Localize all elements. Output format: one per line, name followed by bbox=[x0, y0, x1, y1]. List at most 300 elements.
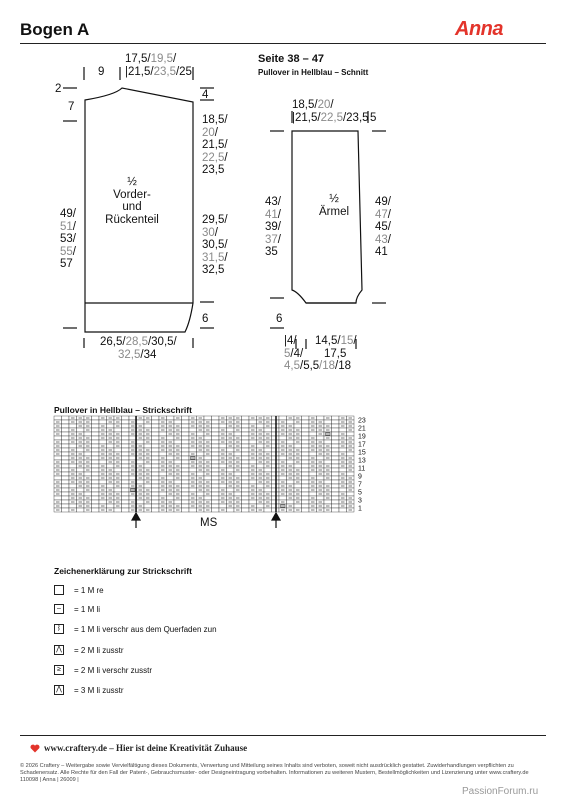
chart-cell bbox=[122, 420, 130, 424]
chart-cell bbox=[272, 424, 280, 428]
chart-cell bbox=[92, 432, 100, 436]
chart-cell bbox=[242, 456, 250, 460]
chart-cell bbox=[182, 492, 190, 496]
chart-cell bbox=[212, 420, 220, 424]
chart-cell bbox=[152, 456, 160, 460]
chart-cell bbox=[92, 508, 100, 512]
chart-title: Pullover in Hellblau – Strickschrift bbox=[54, 405, 192, 415]
chart-cell bbox=[242, 448, 250, 452]
chart-cell bbox=[174, 420, 182, 424]
chart-cell bbox=[62, 468, 70, 472]
chart-cell bbox=[302, 444, 310, 448]
legend-item-purl: – = 1 M li bbox=[54, 604, 100, 614]
chart-cell bbox=[62, 448, 70, 452]
chart-cell bbox=[242, 416, 250, 420]
chart-cell bbox=[272, 484, 280, 488]
chart-cell bbox=[272, 460, 280, 464]
chart-cell bbox=[227, 448, 235, 452]
sleeve-piece-label: ½ Ärmel bbox=[318, 193, 350, 218]
chart-cell bbox=[62, 444, 70, 448]
chart-cell bbox=[287, 480, 295, 484]
chart-cell bbox=[152, 476, 160, 480]
legend-item-increase: ᛒ = 1 M li verschr aus dem Querfaden zun bbox=[54, 624, 217, 634]
chart-cell bbox=[182, 456, 190, 460]
chart-cell bbox=[242, 468, 250, 472]
chart-cell bbox=[324, 420, 332, 424]
chart-cell bbox=[272, 508, 280, 512]
legend-title: Zeichenerklärung zur Strickschrift bbox=[54, 566, 192, 576]
row-number: 13 bbox=[358, 457, 366, 465]
chart-cell bbox=[84, 472, 92, 476]
chart-cell bbox=[69, 464, 77, 468]
chart-cell bbox=[332, 468, 340, 472]
chart-cell bbox=[54, 416, 62, 420]
chart-cell bbox=[302, 464, 310, 468]
chart-cell bbox=[219, 464, 227, 468]
chart-cell bbox=[242, 504, 250, 508]
chart-cell bbox=[92, 476, 100, 480]
chart-cell bbox=[152, 416, 160, 420]
legend-item-p3tog: ⋀ = 3 M li zusstr bbox=[54, 685, 124, 695]
chart-cell bbox=[347, 452, 355, 456]
chart-cell bbox=[114, 488, 122, 492]
chart-cell bbox=[204, 436, 212, 440]
chart-cell bbox=[212, 448, 220, 452]
chart-cell bbox=[122, 468, 130, 472]
chart-cell bbox=[212, 452, 220, 456]
chart-cell bbox=[62, 440, 70, 444]
chart-cell bbox=[332, 432, 340, 436]
chart-cell bbox=[197, 432, 205, 436]
chart-cell bbox=[152, 508, 160, 512]
chart-cell bbox=[152, 504, 160, 508]
chart-cell bbox=[302, 456, 310, 460]
chart-cell bbox=[152, 424, 160, 428]
chart-cell bbox=[302, 496, 310, 500]
chart-cell bbox=[92, 416, 100, 420]
section-subtitle: Pullover in Hellblau – Schnitt bbox=[258, 68, 369, 77]
chart-cell bbox=[212, 440, 220, 444]
chart-cell bbox=[204, 416, 212, 420]
chart-cell bbox=[122, 460, 130, 464]
chart-cell bbox=[257, 484, 265, 488]
chart-cell bbox=[234, 452, 242, 456]
chart-cell bbox=[324, 500, 332, 504]
chart-cell bbox=[257, 464, 265, 468]
legend-item-p2tog: ⋀ = 2 M li zusstr bbox=[54, 645, 124, 655]
chart-cell bbox=[332, 504, 340, 508]
chart-cell bbox=[302, 416, 310, 420]
chart-cell bbox=[212, 468, 220, 472]
chart-cell bbox=[302, 508, 310, 512]
chart-cell bbox=[152, 468, 160, 472]
chart-cell bbox=[107, 484, 115, 488]
chart-cell bbox=[302, 460, 310, 464]
row-number: 5 bbox=[358, 489, 362, 497]
chart-cell bbox=[242, 460, 250, 464]
chart-cell bbox=[242, 444, 250, 448]
chart-cell bbox=[182, 448, 190, 452]
chart-cell bbox=[122, 424, 130, 428]
chart-cell bbox=[204, 496, 212, 500]
chart-cell bbox=[182, 444, 190, 448]
chart-cell bbox=[122, 448, 130, 452]
chart-cell bbox=[182, 416, 190, 420]
chart-cell bbox=[347, 492, 355, 496]
chart-cell bbox=[264, 488, 272, 492]
chart-cell bbox=[122, 492, 130, 496]
chart-cell bbox=[294, 464, 302, 468]
purl-symbol-icon: – bbox=[54, 604, 64, 614]
chart-cell bbox=[272, 500, 280, 504]
chart-cell bbox=[294, 484, 302, 488]
sleeve-bottom-b: 14,5/15/ 17,5 /18/18 bbox=[315, 335, 357, 372]
body-top-width: 17,5/19,5/ |21,5/23,5/25 bbox=[125, 53, 192, 78]
chart-cell bbox=[242, 500, 250, 504]
body-total-length: 49/ 51/ 53/ 55/ 57 bbox=[60, 208, 76, 270]
chart-cell bbox=[279, 416, 287, 420]
chart-cell bbox=[92, 488, 100, 492]
chart-cell bbox=[137, 500, 145, 504]
chart-cell bbox=[212, 492, 220, 496]
chart-cell bbox=[62, 496, 70, 500]
chart-cell bbox=[167, 456, 175, 460]
chart-cell bbox=[242, 508, 250, 512]
chart-cell bbox=[264, 448, 272, 452]
chart-cell bbox=[302, 440, 310, 444]
chart-cell bbox=[182, 424, 190, 428]
chart-cell bbox=[272, 504, 280, 508]
chart-cell bbox=[152, 500, 160, 504]
armhole-depth: 18,5/ 20/ 21,5/ 22,5/ 23,5 bbox=[202, 114, 228, 176]
chart-cell bbox=[279, 496, 287, 500]
row-number: 21 bbox=[358, 425, 366, 433]
chart-cell bbox=[339, 488, 347, 492]
chart-cell bbox=[294, 504, 302, 508]
row-number: 17 bbox=[358, 441, 366, 449]
chart-cell bbox=[92, 472, 100, 476]
chart-cell bbox=[287, 460, 295, 464]
shoulder-right: 4 bbox=[202, 89, 209, 101]
chart-cell bbox=[167, 496, 175, 500]
chart-cell bbox=[69, 504, 77, 508]
chart-cell bbox=[249, 500, 257, 504]
chart-cell bbox=[62, 476, 70, 480]
increase-symbol-icon: ᛒ bbox=[54, 624, 64, 634]
chart-cell bbox=[219, 444, 227, 448]
chart-cell bbox=[227, 428, 235, 432]
chart-cell bbox=[242, 464, 250, 468]
chart-cell bbox=[242, 492, 250, 496]
chart-cell bbox=[212, 456, 220, 460]
chart-cell bbox=[92, 436, 100, 440]
chart-cell bbox=[189, 428, 197, 432]
chart-cell bbox=[302, 420, 310, 424]
chart-cell bbox=[279, 476, 287, 480]
row-number: 19 bbox=[358, 433, 366, 441]
chart-cell bbox=[302, 476, 310, 480]
chart-cell bbox=[212, 432, 220, 436]
chart-cell bbox=[212, 424, 220, 428]
chart-cell bbox=[122, 432, 130, 436]
chart-cell bbox=[302, 436, 310, 440]
chart-cell bbox=[182, 472, 190, 476]
chart-cell bbox=[204, 456, 212, 460]
body-bottom-width: 26,5/28,5/30,5/ 32,5/34 bbox=[100, 336, 177, 361]
chart-cell bbox=[92, 424, 100, 428]
chart-cell bbox=[332, 480, 340, 484]
chart-cell bbox=[332, 456, 340, 460]
chart-cell bbox=[302, 428, 310, 432]
chart-cell bbox=[212, 488, 220, 492]
chart-cell bbox=[219, 424, 227, 428]
chart-cell bbox=[114, 508, 122, 512]
chart-cell bbox=[302, 468, 310, 472]
chart-cell bbox=[167, 476, 175, 480]
chart-cell bbox=[152, 440, 160, 444]
chart-cell bbox=[62, 424, 70, 428]
chart-cell bbox=[137, 420, 145, 424]
chart-cell bbox=[182, 452, 190, 456]
chart-cell bbox=[174, 500, 182, 504]
chart-cell bbox=[212, 504, 220, 508]
side-length: 29,5/ 30/ 30,5/ 31,5/ 32,5 bbox=[202, 214, 228, 276]
chart-cell bbox=[114, 448, 122, 452]
chart-cell bbox=[264, 468, 272, 472]
chart-cell bbox=[62, 504, 70, 508]
chart-cell bbox=[77, 488, 85, 492]
footer-link[interactable]: www.craftery.de – Hier ist deine Kreativität Zuhause bbox=[44, 743, 248, 753]
chart-cell bbox=[332, 464, 340, 468]
chart-cell bbox=[182, 480, 190, 484]
chart-cell bbox=[62, 428, 70, 432]
footer-copyright: © 2026 Craftery – Weitergabe sowie Vervielfältigung dieses Dokuments, Verwertung und Mitteilung seines Inhalts sind verboten, soweit nicht ausdrücklich gestattet. Zuwiderhandlungen verpflichten zu Schadenersatz. Alle Rechte für den Fall der Patent-, Gebrauchsmuster- oder Designeintragung vorbehalten. Informationen zu weiteren Mustern, Bestellmöglichkeiten und Lizenzierung unter www.craftery.de 110098 | Anna | 26009 | bbox=[20, 763, 529, 783]
chart-cell bbox=[212, 484, 220, 488]
chart-cell bbox=[242, 480, 250, 484]
chart-cell bbox=[272, 496, 280, 500]
chart-cell bbox=[62, 508, 70, 512]
chart-cell bbox=[219, 504, 227, 508]
chart-cell bbox=[84, 452, 92, 456]
chart-cell bbox=[332, 492, 340, 496]
chart-cell bbox=[62, 420, 70, 424]
chart-cell bbox=[272, 420, 280, 424]
chart-cell bbox=[332, 484, 340, 488]
chart-cell bbox=[287, 440, 295, 444]
chart-cell bbox=[212, 472, 220, 476]
chart-cell bbox=[227, 488, 235, 492]
chart-cell bbox=[122, 500, 130, 504]
p2tog-symbol-icon: ⋀ bbox=[54, 645, 64, 655]
row-number: 3 bbox=[358, 497, 362, 505]
chart-cell bbox=[264, 508, 272, 512]
chart-cell bbox=[324, 480, 332, 484]
sleeve-cap: 5 bbox=[370, 112, 377, 124]
chart-cell bbox=[174, 460, 182, 464]
chart-cell bbox=[302, 448, 310, 452]
legend-item-knit: = 1 M re bbox=[54, 585, 104, 595]
chart-cell bbox=[122, 416, 130, 420]
chart-cell bbox=[182, 460, 190, 464]
chart-cell bbox=[317, 436, 325, 440]
chart-cell bbox=[332, 448, 340, 452]
chart-cell bbox=[197, 452, 205, 456]
chart-cell bbox=[62, 436, 70, 440]
chart-cell bbox=[62, 480, 70, 484]
chart-cell bbox=[242, 436, 250, 440]
chart-cell bbox=[152, 492, 160, 496]
chart-cell bbox=[212, 476, 220, 480]
chart-cell bbox=[309, 432, 317, 436]
chart-cell bbox=[92, 460, 100, 464]
chart-cell bbox=[272, 472, 280, 476]
chart-cell bbox=[272, 440, 280, 444]
chart-cell bbox=[234, 492, 242, 496]
chart-cell bbox=[92, 500, 100, 504]
chart-cell bbox=[242, 452, 250, 456]
chart-cell bbox=[122, 504, 130, 508]
chart-cell bbox=[77, 448, 85, 452]
chart-cell bbox=[182, 496, 190, 500]
chart-cell bbox=[242, 420, 250, 424]
chart-cell bbox=[332, 496, 340, 500]
chart-cell bbox=[174, 480, 182, 484]
chart-cell bbox=[212, 416, 220, 420]
chart-cell bbox=[272, 428, 280, 432]
chart-cell bbox=[332, 436, 340, 440]
chart-cell bbox=[77, 508, 85, 512]
chart-cell bbox=[279, 436, 287, 440]
chart-cell bbox=[189, 508, 197, 512]
chart-cell bbox=[62, 488, 70, 492]
chart-cell bbox=[54, 436, 62, 440]
chart-cell bbox=[84, 432, 92, 436]
chart-cell bbox=[249, 420, 257, 424]
chart-cell bbox=[234, 472, 242, 476]
chart-cell bbox=[92, 452, 100, 456]
chart-cell bbox=[219, 484, 227, 488]
chart-cell bbox=[107, 444, 115, 448]
chart-cell bbox=[242, 484, 250, 488]
chart-cell bbox=[182, 440, 190, 444]
chart-cell bbox=[332, 500, 340, 504]
chart-cell bbox=[122, 464, 130, 468]
chart-cell bbox=[309, 492, 317, 496]
chart-cell bbox=[257, 504, 265, 508]
chart-cell bbox=[272, 468, 280, 472]
chart-cell bbox=[339, 448, 347, 452]
chart-cell bbox=[212, 436, 220, 440]
chart-cell bbox=[92, 484, 100, 488]
chart-cell bbox=[242, 440, 250, 444]
chart-cell bbox=[242, 472, 250, 476]
chart-cell bbox=[272, 488, 280, 492]
row-number: 11 bbox=[358, 465, 366, 473]
chart-cell bbox=[182, 436, 190, 440]
chart-cell bbox=[69, 484, 77, 488]
chart-cell bbox=[137, 460, 145, 464]
body-rib: 6 bbox=[202, 313, 209, 325]
chart-cell bbox=[257, 444, 265, 448]
chart-cell bbox=[122, 480, 130, 484]
chart-cell bbox=[302, 504, 310, 508]
chart-cell bbox=[189, 488, 197, 492]
chart-cell bbox=[272, 480, 280, 484]
chart-cell bbox=[302, 480, 310, 484]
chart-cell bbox=[152, 464, 160, 468]
chart-cell bbox=[242, 488, 250, 492]
chart-cell bbox=[242, 428, 250, 432]
chart-cell bbox=[287, 500, 295, 504]
chart-cell bbox=[317, 416, 325, 420]
chart-cell bbox=[92, 428, 100, 432]
chart-cell bbox=[182, 504, 190, 508]
chart-cell bbox=[182, 508, 190, 512]
chart-cell bbox=[212, 508, 220, 512]
chart-cell bbox=[122, 428, 130, 432]
chart-cell bbox=[249, 480, 257, 484]
chart-cell bbox=[167, 416, 175, 420]
chart-cell bbox=[332, 452, 340, 456]
row-number: 7 bbox=[358, 481, 362, 489]
chart-cell bbox=[339, 508, 347, 512]
chart-cell bbox=[339, 428, 347, 432]
chart-cell bbox=[99, 480, 107, 484]
sleeve-top-width: 18,5/20/ |21,5/22,5/23,5 bbox=[292, 99, 369, 124]
chart-cell bbox=[92, 468, 100, 472]
chart-cell bbox=[242, 476, 250, 480]
chart-cell bbox=[122, 436, 130, 440]
neck-width: 9 bbox=[98, 66, 105, 78]
chart-cell bbox=[302, 492, 310, 496]
body-piece-label: ½ Vorder- und Rückenteil bbox=[105, 176, 159, 226]
chart-cell bbox=[122, 472, 130, 476]
chart-cell bbox=[264, 428, 272, 432]
chart-cell bbox=[92, 496, 100, 500]
chart-cell bbox=[294, 444, 302, 448]
chart-cell bbox=[272, 416, 280, 420]
chart-cell bbox=[92, 492, 100, 496]
chart-cell bbox=[197, 472, 205, 476]
chart-cell bbox=[332, 420, 340, 424]
chart-cell bbox=[272, 452, 280, 456]
chart-cell bbox=[174, 440, 182, 444]
chart-cell bbox=[107, 424, 115, 428]
chart-cell bbox=[159, 472, 167, 476]
chart-cell bbox=[69, 424, 77, 428]
chart-cell bbox=[317, 496, 325, 500]
chart-cell bbox=[272, 464, 280, 468]
chart-cell bbox=[212, 480, 220, 484]
chart-cell bbox=[332, 424, 340, 428]
sleeve-rib: 6 bbox=[276, 313, 283, 325]
brand-logo: Anna bbox=[455, 18, 503, 40]
chart-cell bbox=[99, 440, 107, 444]
chart-cell bbox=[152, 436, 160, 440]
neck-depth: 7 bbox=[68, 101, 75, 113]
chart-cell bbox=[62, 492, 70, 496]
chart-cell bbox=[122, 476, 130, 480]
chart-cell bbox=[332, 460, 340, 464]
chart-cell bbox=[152, 444, 160, 448]
chart-cell bbox=[62, 452, 70, 456]
chart-cell bbox=[152, 484, 160, 488]
chart-cell bbox=[77, 428, 85, 432]
chart-cell bbox=[332, 444, 340, 448]
chart-cell bbox=[249, 460, 257, 464]
chart-cell bbox=[302, 484, 310, 488]
chart-cell bbox=[339, 468, 347, 472]
